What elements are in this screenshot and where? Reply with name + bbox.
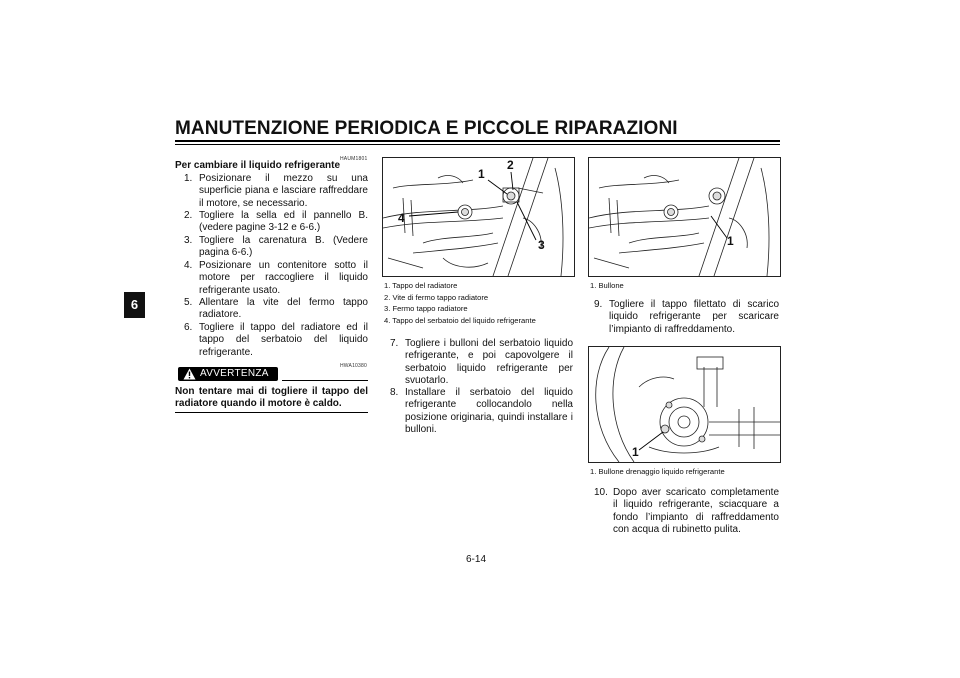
figure-caption: 1. Bullone: [590, 281, 624, 290]
warning-icon: [183, 368, 196, 380]
figure-caption: [384, 280, 574, 326]
step-number: 2.: [184, 210, 193, 221]
section-heading: Per cambiare il liquido refrigerante: [175, 160, 341, 171]
list-item: [390, 387, 573, 436]
list-item: [390, 338, 573, 388]
page-title: MANUTENZIONE PERIODICA E PICCOLE RIPARAZIONI: [175, 118, 678, 139]
step-number: 1.: [184, 173, 193, 184]
list-item: [184, 297, 368, 323]
step-text: Togliere la sella ed il pannello B. (vedere pagine 3-12 e 6-6.): [199, 210, 368, 234]
step-number: 7.: [390, 338, 399, 349]
caption-line: 1. Tappo del radiatore: [384, 281, 458, 290]
warning-text: Non tentare mai di togliere il tappo del radiatore quando il motore è caldo.: [175, 386, 368, 410]
step-text: Posizionare un contenitore sotto il motore per raccogliere il liquido refrigerante usato.: [199, 260, 368, 296]
figure-callout: 4: [398, 211, 405, 225]
list-item: [184, 235, 368, 261]
list-item: [184, 173, 368, 211]
caption-line: 4. Tappo del serbatoio del liquido refrigerante: [384, 315, 536, 325]
list-item: [594, 299, 779, 337]
step-text: Togliere il tappo filettato di scarico liquido refrigerante per scaricare l’impianto di raffreddamento.: [609, 299, 779, 335]
step-text: Togliere la carenatura B. (Vedere pagina 6-6.): [199, 235, 368, 259]
title-rule: [175, 140, 780, 142]
figure-caption: 1. Bullone drenaggio liquido refrigerante: [590, 467, 725, 476]
chapter-tab: 6: [124, 292, 145, 318]
warning-badge: [178, 367, 278, 381]
figure-callout: 2: [507, 158, 514, 172]
step-number: 9.: [594, 299, 603, 310]
radiator-figure: [382, 157, 575, 277]
step-text: Togliere i bulloni del serbatoio liquido refrigerante, e poi capovolgere il serbatoio liquido refrigerante per svuotarlo.: [405, 338, 573, 387]
bolt-figure: [588, 157, 781, 277]
figure-callout: 1: [727, 234, 734, 248]
warning-label: AVVERTENZA: [200, 368, 269, 379]
drain-bolt-figure: [588, 346, 781, 463]
page-number: 6-14: [466, 554, 487, 565]
step-text: Posizionare il mezzo su una superficie piana e lasciare raffreddare il motore, se necessario.: [199, 173, 368, 209]
step-number: 4.: [184, 260, 193, 271]
figure-callout: 3: [538, 238, 545, 252]
step-text: Allentare la vite del fermo tappo radiatore.: [199, 297, 368, 321]
list-item: [184, 210, 368, 236]
list-item: [184, 260, 368, 298]
warning-bottom-rule: [175, 412, 368, 413]
warning-rule: [282, 380, 368, 381]
title-rule-thin: [175, 144, 780, 145]
figure-callout: 1: [632, 445, 639, 459]
list-item: [594, 487, 779, 537]
step-number: 3.: [184, 235, 193, 246]
drain-bolt-illustration: [589, 347, 780, 462]
section-code: HAUM1801: [340, 156, 368, 162]
bolt-illustration: [589, 158, 780, 276]
step-number: 5.: [184, 297, 193, 308]
step-text: Dopo aver scaricato completamente il liquido refrigerante, sciacquare a fondo l’impianto di raffreddamento con acqua di rubinetto pulita.: [613, 487, 779, 536]
warning-code: HWA10380: [340, 363, 367, 369]
figure-callout: 1: [478, 167, 485, 181]
step-number: 8.: [390, 387, 399, 398]
step-number: 10.: [594, 487, 608, 498]
step-text: Togliere il tappo del radiatore ed il tappo del serbatoio del liquido refrigerante.: [199, 322, 368, 358]
caption-line: 2. Vite di fermo tappo radiatore: [384, 292, 489, 302]
caption-line: 3. Fermo tappo radiatore: [384, 304, 468, 314]
step-number: 6.: [184, 322, 193, 333]
step-text: Installare il serbatoio del liquido refrigerante collocandolo nella posizione originaria, quindi installare i bulloni.: [405, 387, 573, 436]
list-item: [184, 322, 368, 360]
